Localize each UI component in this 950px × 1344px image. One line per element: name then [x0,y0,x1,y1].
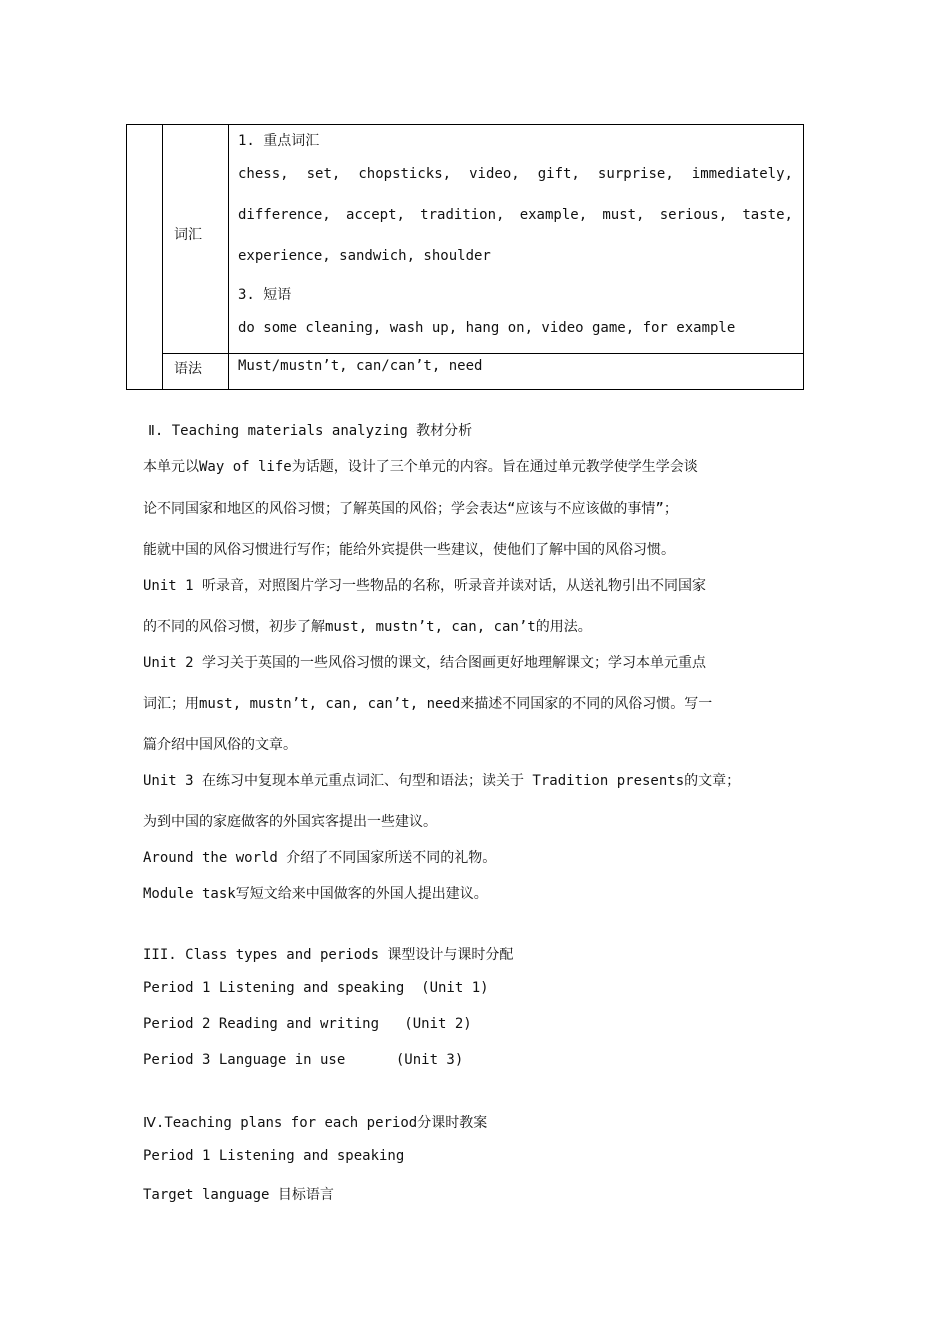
word-list-row-3: experience, sandwich, shoulder [238,248,491,264]
phrase-list: do some cleaning, wash up, hang on, video game, for example [238,320,736,336]
vocab-heading: 1. 重点词汇 [238,133,320,149]
paragraph-line: Unit 2 学习关于英国的一些风俗习惯的课文，结合图画更好地理解课文；学习本单元重点 [143,655,706,671]
word-item: taste, [742,207,793,223]
table-divider-1 [162,125,163,389]
period-line: Period 1 Listening and speaking (Unit 1) [143,980,489,996]
grammar-label: 语法 [174,361,202,377]
word-list-row-2 [238,207,793,223]
word-item: set, [306,166,341,182]
paragraph-line: Unit 1 听录音，对照图片学习一些物品的名称，听录音并读对话，从送礼物引出不同国家 [143,578,706,594]
word-item: video, [469,166,520,182]
table-divider-2 [228,125,229,389]
word-item: surprise, [597,166,674,182]
word-item: gift, [537,166,580,182]
target-language-heading: Target language 目标语言 [143,1187,334,1203]
paragraph-line: Module task写短文给来中国做客的外国人提出建议。 [143,886,488,902]
paragraph-line: 的不同的风俗习惯，初步了解must, mustn’t, can, can’t的用法。 [143,619,592,635]
word-list-row-1 [238,166,793,182]
paragraph-line: Unit 3 在练习中复现本单元重点词汇、句型和语法；读关于 Tradition presents的文章； [143,773,741,789]
period-line: Period 2 Reading and writing (Unit 2) [143,1016,472,1032]
grammar-text: Must/mustn’t, can/can’t, need [238,358,483,374]
paragraph-line: 能就中国的风俗习惯进行写作；能给外宾提供一些建议，使他们了解中国的风俗习惯。 [143,542,675,558]
paragraph-line: Around the world 介绍了不同国家所送不同的礼物。 [143,850,497,866]
word-item: serious, [659,207,728,223]
paragraph-line: 本单元以Way of life为话题，设计了三个单元的内容。旨在通过单元教学使学生学会谈 [143,459,698,475]
paragraph-line: 为到中国的家庭做客的外国宾客提出一些建议。 [143,814,437,830]
table-row-divider [162,353,803,354]
paragraph-line: 篇介绍中国风俗的文章。 [143,737,297,753]
word-item: example, [519,207,588,223]
phrase-heading: 3. 短语 [238,287,292,303]
period-heading: Period 1 Listening and speaking [143,1148,405,1164]
section-3-title: III. Class types and periods 课型设计与课时分配 [143,947,514,963]
word-item: immediately, [691,166,793,182]
paragraph-line: 论不同国家和地区的风俗习惯；了解英国的风俗；学会表达“应该与不应该做的事情”； [143,501,678,517]
syllabus-table [126,124,804,390]
word-item: chess, [238,166,289,182]
section-4-title: Ⅳ.Teaching plans for each period分课时教案 [143,1115,488,1131]
section-2-title: Ⅱ. Teaching materials analyzing 教材分析 [148,423,473,439]
word-item: chopsticks, [358,166,452,182]
word-item: accept, [345,207,405,223]
vocab-label: 词汇 [174,227,202,243]
period-line: Period 3 Language in use (Unit 3) [143,1052,464,1068]
word-item: difference, [238,207,331,223]
word-item: tradition, [420,207,505,223]
paragraph-line: 词汇；用must, mustn’t, can, can’t, need来描述不同国家的不同的风俗习惯。写一 [143,696,713,712]
word-item: must, [602,207,645,223]
